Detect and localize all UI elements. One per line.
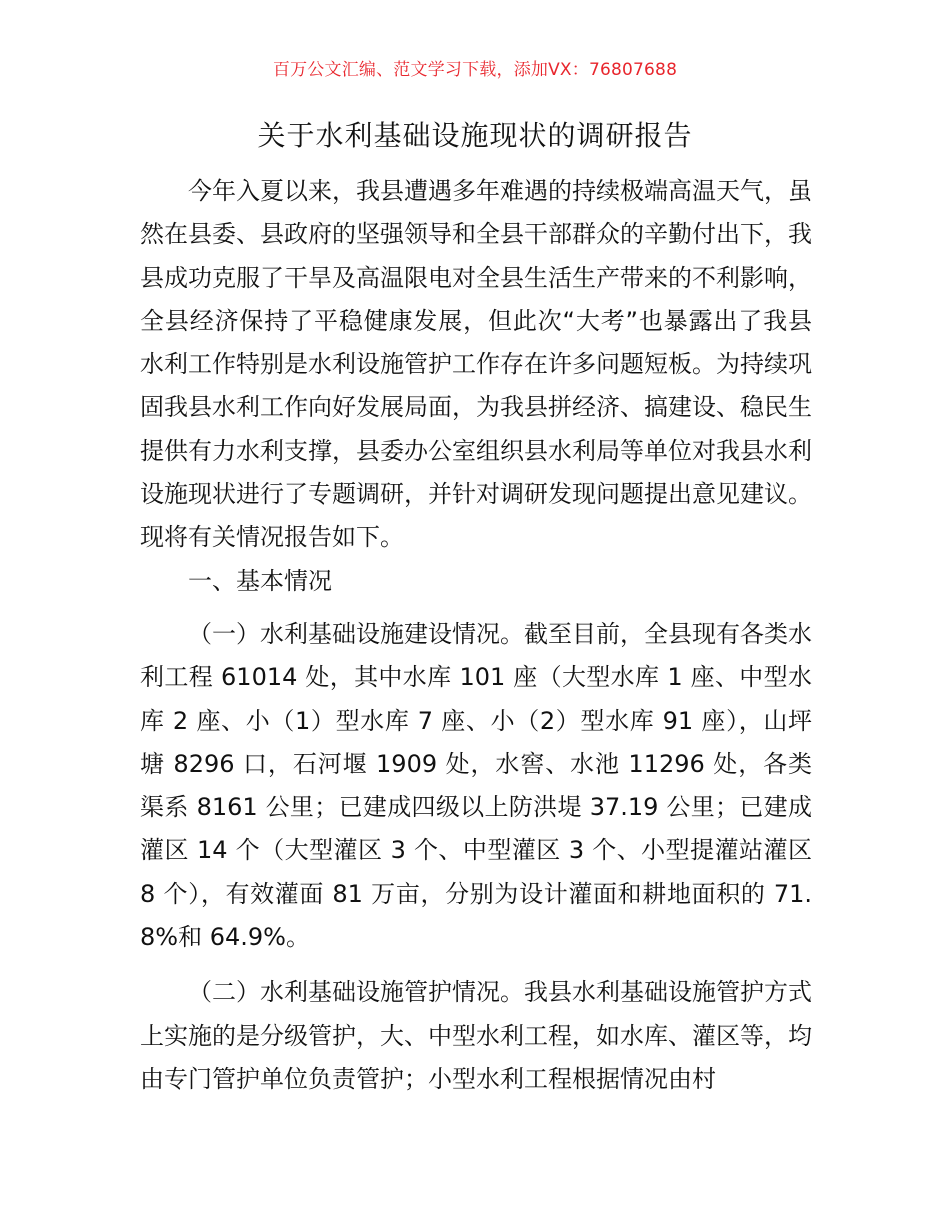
watermark-header: 百万公文汇编、范文学习下载，添加VX：76807688 (272, 60, 678, 80)
intro-paragraph: 今年入夏以来，我县遭遇多年难遇的持续极端高温天气，虽然在县委、县政府的坚强领导和全县干部群众的辛勤付出下，我县成功克服了干旱及高温限电对全县生活生产带来的不利影响，全县经济保持了平稳健康发展，但此次“大考”也暴露出了我县水利工作特别是水利设施管护工作存在许多问题短板。为持续巩固我县水利工作向好发展局面，为我县拼经济、搞建设、稳民生提供有力水利支撑，县委办公室组织县水利局等单位对我县水利设施现状进行了专题调研，并针对调研发现问题提出意见建议。现将有关情况报告如下。 (140, 177, 812, 552)
document-body (140, 170, 812, 1101)
paragraph-infrastructure-construction: （一）水利基础设施建设情况。截至目前，全县现有各类水利工程 61014 处，其中水库 101 座（大型水库 1 座、中型水库 2 座、小（1）型水库 7 座、小（2）型水库 91 座），山坪塘 8296 口，石河堰 1909 处，水窖、水池 11296 处，各类渠系 8161 公里；已建成四级以上防洪堤 37.19 公里；已建成灌区 14 个（大型灌区 3 个、中型灌区 3 个、小型提灌站灌区 8 个），有效灌面 81 万亩，分别为设计灌面和耕地面积的 71.8%和 64.9%。 (140, 619, 812, 952)
paragraph-infrastructure-management: （二）水利基础设施管护情况。我县水利基础设施管护方式上实施的是分级管护，大、中型水利工程，如水库、灌区等，均由专门管护单位负责管护；小型水利工程根据情况由村 (140, 978, 812, 1093)
section-heading-basic-situation: 一、基本情况 (188, 566, 332, 595)
document-title: 关于水利基础设施现状的调研报告 (257, 119, 693, 152)
